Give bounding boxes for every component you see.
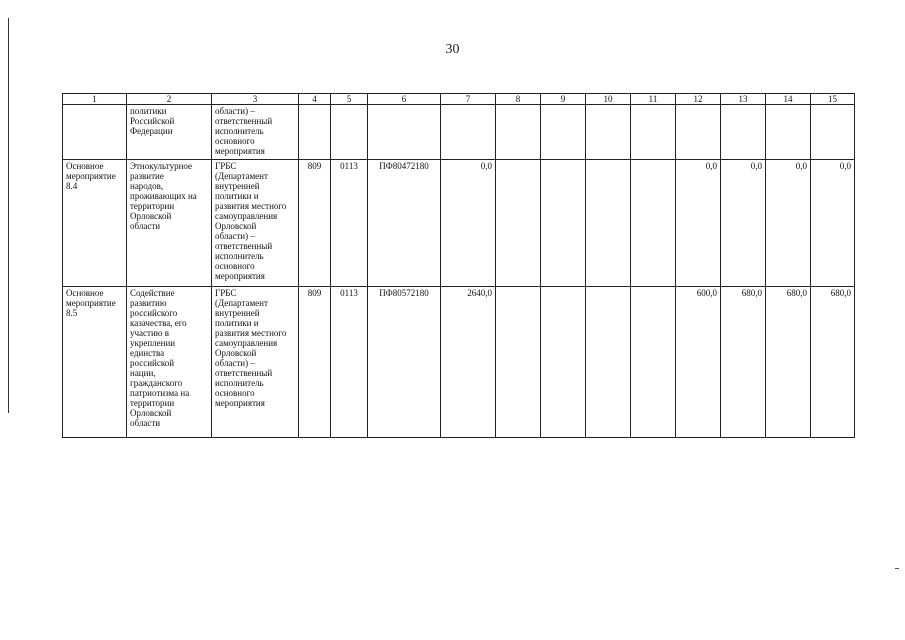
cell-col8 (496, 105, 541, 160)
cell-col9 (541, 105, 586, 160)
cell-responsible: ГРБС (Департамент внутренней политики и развития местного самоуправления Орловской области) – ответственный исполнитель основного мероприятия (212, 160, 299, 287)
cell-total: 0,0 (441, 160, 496, 287)
scan-artifact-mark (895, 568, 899, 569)
cell-col12: 0,0 (676, 160, 721, 287)
budget-table (62, 93, 855, 438)
cell-total (441, 105, 496, 160)
cell-grbs-code: 809 (299, 287, 331, 438)
cell-col12: 600,0 (676, 287, 721, 438)
cell-col13: 0,0 (721, 160, 766, 287)
cell-col15: 0,0 (811, 160, 855, 287)
cell-section-code (331, 105, 368, 160)
cell-section-code: 0113 (331, 287, 368, 438)
cell-col10 (586, 160, 631, 287)
header-cell: 14 (766, 94, 811, 105)
cell-description: политики Российской Федерации (127, 105, 212, 160)
page-number: 30 (445, 42, 460, 57)
cell-description: Этнокультурное развитие народов, проживающих на территории Орловской области (127, 160, 212, 287)
table-row-8-5 (63, 287, 855, 438)
cell-activity (63, 105, 127, 160)
header-cell: 7 (441, 94, 496, 105)
cell-responsible: ГРБС (Департамент внутренней политики и развития местного самоуправления Орловской области) – ответственный исполнитель основного мероприятия (212, 287, 299, 438)
table-header-row (63, 94, 855, 105)
cell-activity: Основное мероприятие 8.4 (63, 160, 127, 287)
header-cell: 4 (299, 94, 331, 105)
cell-col11 (631, 105, 676, 160)
scan-left-edge-line (8, 18, 9, 413)
header-cell: 15 (811, 94, 855, 105)
cell-col13 (721, 105, 766, 160)
header-cell: 1 (63, 94, 127, 105)
cell-col14 (766, 105, 811, 160)
cell-col15 (811, 105, 855, 160)
cell-col13: 680,0 (721, 287, 766, 438)
cell-col12 (676, 105, 721, 160)
header-cell: 6 (368, 94, 441, 105)
header-cell: 5 (331, 94, 368, 105)
cell-activity: Основное мероприятие 8.5 (63, 287, 127, 438)
cell-grbs-code: 809 (299, 160, 331, 287)
cell-col10 (586, 287, 631, 438)
cell-target-code: ПФ80572180 (368, 287, 441, 438)
cell-target-code (368, 105, 441, 160)
cell-description: Содействие развитию российского казачества, его участию в укреплении единства российской нации, гражданского патриотизма на территории Орловской области (127, 287, 212, 438)
header-cell: 11 (631, 94, 676, 105)
cell-col15: 680,0 (811, 287, 855, 438)
header-cell: 12 (676, 94, 721, 105)
header-cell: 3 (212, 94, 299, 105)
cell-col14: 680,0 (766, 287, 811, 438)
header-cell: 10 (586, 94, 631, 105)
cell-col9 (541, 160, 586, 287)
cell-col11 (631, 160, 676, 287)
table-row-8-4 (63, 160, 855, 287)
cell-target-code: ПФ80472180 (368, 160, 441, 287)
cell-total: 2640,0 (441, 287, 496, 438)
cell-responsible: области) – ответственный исполнитель основного мероприятия (212, 105, 299, 160)
cell-col8 (496, 160, 541, 287)
cell-col10 (586, 105, 631, 160)
cell-col11 (631, 287, 676, 438)
header-cell: 13 (721, 94, 766, 105)
table-row-continued (63, 105, 855, 160)
cell-grbs-code (299, 105, 331, 160)
header-cell: 9 (541, 94, 586, 105)
header-cell: 8 (496, 94, 541, 105)
cell-section-code: 0113 (331, 160, 368, 287)
cell-col8 (496, 287, 541, 438)
header-cell: 2 (127, 94, 212, 105)
cell-col14: 0,0 (766, 160, 811, 287)
cell-col9 (541, 287, 586, 438)
